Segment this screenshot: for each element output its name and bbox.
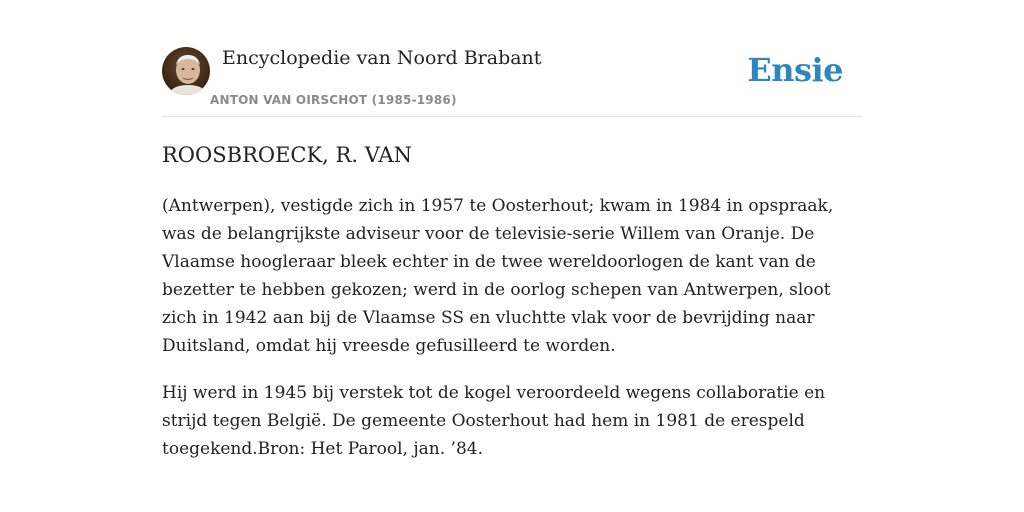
ensie-logo[interactable]: Ensie: [747, 51, 843, 89]
author-avatar[interactable]: [162, 47, 210, 95]
article-paragraph: (Antwerpen), vestigde zich in 1957 te Oosterhout; kwam in 1984 in opspraak, was de belangrijkste adviseur voor de televisie-serie Willem van Oranje. De Vlaamse hoogleraar bleek echter in de twee wereldoorlogen de kant van de bezetter te hebben gekozen; werd in de oorlog schepen van Antwerpen, sloot zich in 1942 aan bij de Vlaamse SS en vluchtte vlak voor de bevrijding naar Duitsland, omdat hij vreesde gefusilleerd te worden.: [162, 196, 834, 356]
article-paragraph: Hij werd in 1945 bij verstek tot de kogel veroordeeld wegens collaboratie en strijd tegen België. De gemeente Oosterhout had hem in 1981 de erespeld toegekend.Bron: Het Parool, jan. ’84.: [162, 383, 826, 459]
header: [162, 45, 862, 117]
site-title[interactable]: Encyclopedie van Noord Brabant: [222, 47, 542, 69]
author-name[interactable]: ANTON VAN OIRSCHOT (1985-1986): [210, 93, 457, 107]
author-portrait-image: [162, 47, 210, 95]
article-title: ROOSBROECK, R. VAN: [162, 143, 412, 167]
article-body: [162, 192, 862, 482]
